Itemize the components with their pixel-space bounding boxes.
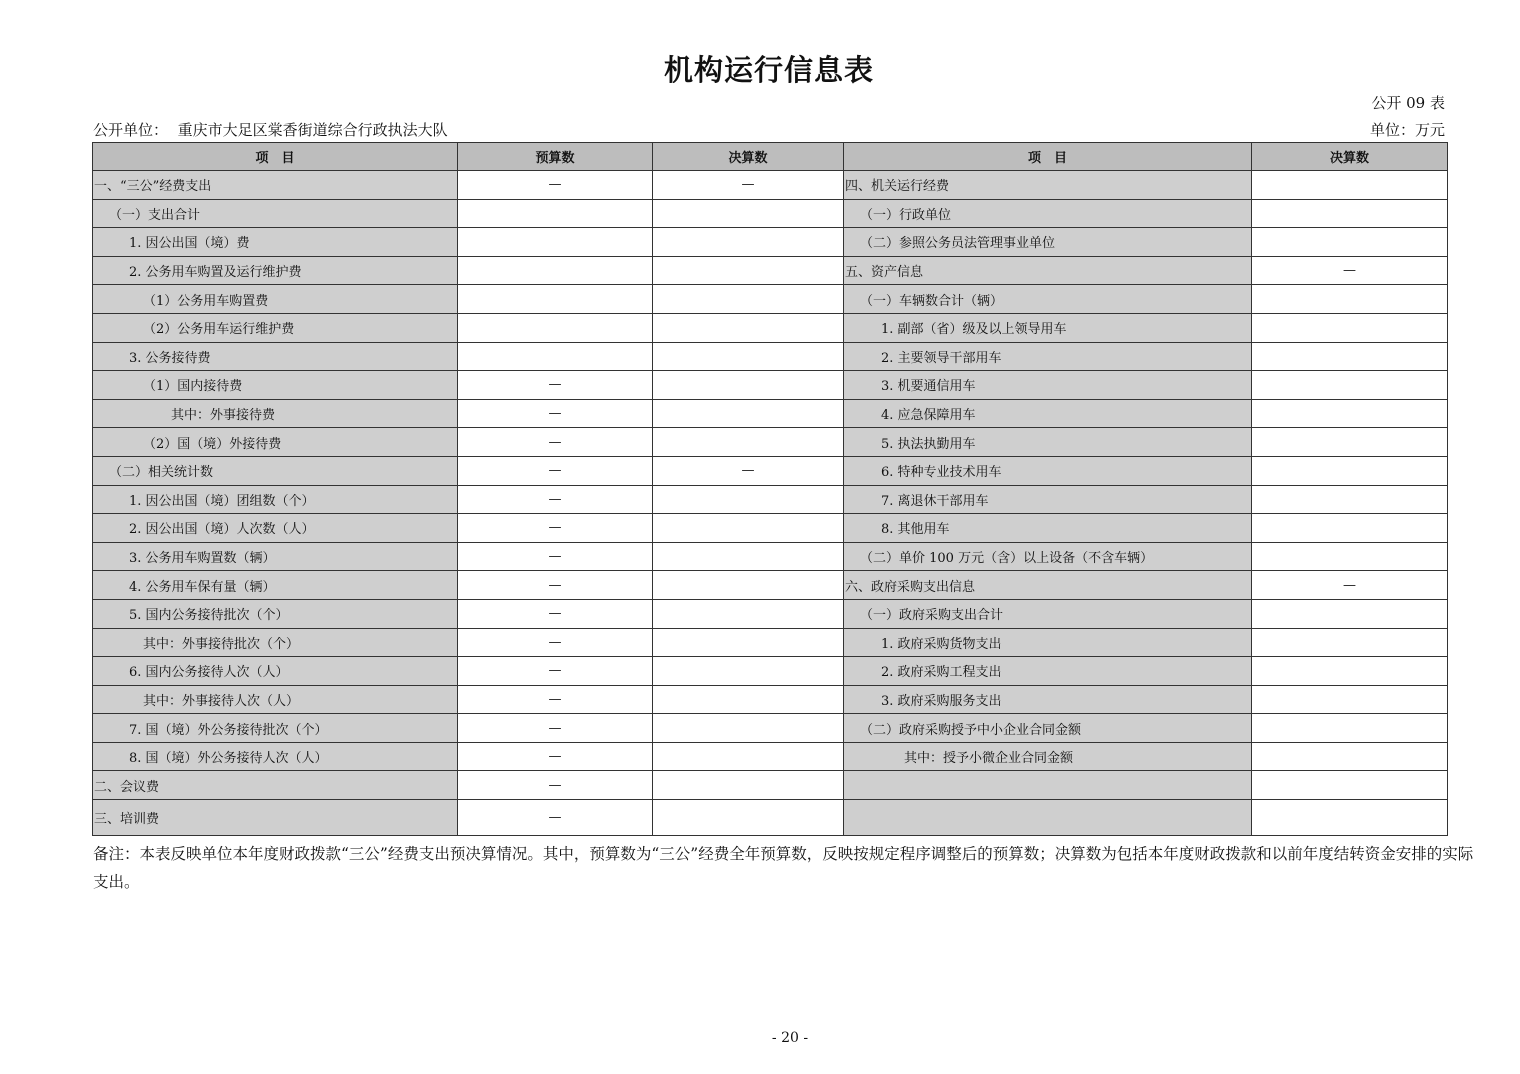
table-row — [93, 628, 1448, 657]
row-actual-right-value — [1252, 771, 1448, 800]
table-row — [93, 456, 1448, 485]
table-row — [93, 685, 1448, 714]
publishing-unit — [93, 119, 448, 140]
table-row — [93, 171, 1448, 200]
row-item-right: （一）车辆数合计（辆） — [844, 285, 1252, 314]
row-budget-value — [458, 199, 653, 228]
row-item-left: 4. 公务用车保有量（辆） — [93, 571, 458, 600]
table-row — [93, 771, 1448, 800]
row-item-right: 五、资产信息 — [844, 256, 1252, 285]
row-actual-right-value — [1252, 371, 1448, 400]
row-actual-right-value — [1252, 628, 1448, 657]
row-item-right: 5. 执法执勤用车 — [844, 428, 1252, 457]
row-item-right: （一）政府采购支出合计 — [844, 599, 1252, 628]
table-note: 备注：本表反映单位本年度财政拨款“三公”经费支出预决算情况。其中，预算数为“三公”经费全年预算数，反映按规定程序调整后的预算数；决算数为包括本年度财政拨款和以前年度结转资金安排的实际支出。 — [93, 845, 1474, 891]
row-item-left: 5. 国内公务接待批次（个） — [93, 599, 458, 628]
row-item-left: 3. 公务接待费 — [93, 342, 458, 371]
row-actual-right-value — [1252, 456, 1448, 485]
row-item-right: 4. 应急保障用车 — [844, 399, 1252, 428]
row-actual-right-value: — — [1252, 256, 1448, 285]
table-row — [93, 714, 1448, 743]
row-actual-value: — — [653, 171, 844, 200]
row-item-left: 其中：外事接待批次（个） — [93, 628, 458, 657]
row-budget-value — [458, 313, 653, 342]
row-actual-right-value — [1252, 599, 1448, 628]
row-actual-right-value — [1252, 742, 1448, 771]
table-row — [93, 199, 1448, 228]
header-budget: 预算数 — [458, 143, 653, 171]
row-actual-right-value: — — [1252, 571, 1448, 600]
row-item-left: 一、“三公”经费支出 — [93, 171, 458, 200]
row-item-right: 四、机关运行经费 — [844, 171, 1252, 200]
row-actual-right-value — [1252, 199, 1448, 228]
row-actual-value — [653, 628, 844, 657]
row-item-right: （一）行政单位 — [844, 199, 1252, 228]
row-item-left: 6. 国内公务接待人次（人） — [93, 657, 458, 686]
row-item-right: 1. 副部（省）级及以上领导用车 — [844, 313, 1252, 342]
publishing-unit-name: 重庆市大足区棠香街道综合行政执法大队 — [177, 121, 448, 139]
row-budget-value — [458, 228, 653, 257]
row-item-right — [844, 800, 1252, 836]
row-actual-value — [653, 742, 844, 771]
row-actual-value — [653, 771, 844, 800]
row-actual-value — [653, 800, 844, 836]
row-actual-right-value — [1252, 313, 1448, 342]
row-item-right — [844, 771, 1252, 800]
row-actual-value — [653, 514, 844, 543]
row-item-right: （二）单价 100 万元（含）以上设备（不含车辆） — [844, 542, 1252, 571]
page-title: 机构运行信息表 — [663, 53, 874, 87]
row-budget-value: — — [458, 514, 653, 543]
table-row — [93, 542, 1448, 571]
row-budget-value: — — [458, 714, 653, 743]
row-item-left: （1）公务用车购置费 — [93, 285, 458, 314]
table-row — [93, 800, 1448, 836]
row-item-left: 3. 公务用车购置数（辆） — [93, 542, 458, 571]
row-budget-value: — — [458, 399, 653, 428]
publishing-unit-label: 公开单位： — [93, 121, 169, 139]
row-item-left: （二）相关统计数 — [93, 456, 458, 485]
header-item: 项 目 — [93, 143, 458, 171]
row-item-right: 2. 政府采购工程支出 — [844, 657, 1252, 686]
row-budget-value — [458, 256, 653, 285]
row-actual-right-value — [1252, 514, 1448, 543]
operation-info-table — [92, 142, 1448, 836]
row-budget-value: — — [458, 485, 653, 514]
row-item-right: 其中：授予小微企业合同金额 — [844, 742, 1252, 771]
row-item-left: 其中：外事接待人次（人） — [93, 685, 458, 714]
table-row — [93, 256, 1448, 285]
row-budget-value: — — [458, 371, 653, 400]
row-actual-value — [653, 714, 844, 743]
row-actual-right-value — [1252, 399, 1448, 428]
table-row — [93, 599, 1448, 628]
table-row — [93, 342, 1448, 371]
row-item-left: 1. 因公出国（境）费 — [93, 228, 458, 257]
row-actual-right-value — [1252, 342, 1448, 371]
table-row — [93, 285, 1448, 314]
row-item-left: 1. 因公出国（境）团组数（个） — [93, 485, 458, 514]
row-budget-value: — — [458, 542, 653, 571]
row-item-right: 6. 特种专业技术用车 — [844, 456, 1252, 485]
row-budget-value: — — [458, 742, 653, 771]
row-item-left: 2. 因公出国（境）人次数（人） — [93, 514, 458, 543]
row-budget-value: — — [458, 771, 653, 800]
table-row — [93, 371, 1448, 400]
table-row — [93, 485, 1448, 514]
row-item-left: （1）国内接待费 — [93, 371, 458, 400]
table-row — [93, 571, 1448, 600]
row-actual-value — [653, 542, 844, 571]
row-item-left: 二、会议费 — [93, 771, 458, 800]
row-actual-right-value — [1252, 800, 1448, 836]
row-actual-value — [653, 428, 844, 457]
row-item-right: 3. 机要通信用车 — [844, 371, 1252, 400]
row-item-right: 1. 政府采购货物支出 — [844, 628, 1252, 657]
row-item-left: （2）国（境）外接待费 — [93, 428, 458, 457]
row-item-right: 7. 离退休干部用车 — [844, 485, 1252, 514]
row-item-right: 3. 政府采购服务支出 — [844, 685, 1252, 714]
table-row — [93, 514, 1448, 543]
row-item-right: 8. 其他用车 — [844, 514, 1252, 543]
row-actual-right-value — [1252, 685, 1448, 714]
row-budget-value: — — [458, 685, 653, 714]
header-item-right: 项 目 — [844, 143, 1252, 171]
row-item-right: 2. 主要领导干部用车 — [844, 342, 1252, 371]
row-budget-value: — — [458, 800, 653, 836]
row-item-left: 7. 国（境）外公务接待批次（个） — [93, 714, 458, 743]
row-item-left: 三、培训费 — [93, 800, 458, 836]
row-item-left: 8. 国（境）外公务接待人次（人） — [93, 742, 458, 771]
row-item-left: 2. 公务用车购置及运行维护费 — [93, 256, 458, 285]
currency-unit: 单位：万元 — [1369, 121, 1445, 139]
unit-info-row — [93, 119, 1445, 141]
row-budget-value — [458, 285, 653, 314]
row-actual-value — [653, 199, 844, 228]
row-actual-value — [653, 342, 844, 371]
row-actual-right-value — [1252, 542, 1448, 571]
row-budget-value: — — [458, 599, 653, 628]
row-item-left: 其中：外事接待费 — [93, 399, 458, 428]
row-actual-right-value — [1252, 657, 1448, 686]
table-header-row — [93, 143, 1448, 171]
row-budget-value: — — [458, 628, 653, 657]
row-actual-value — [653, 685, 844, 714]
row-actual-value — [653, 228, 844, 257]
row-budget-value: — — [458, 171, 653, 200]
row-item-left: （2）公务用车运行维护费 — [93, 313, 458, 342]
row-actual-value — [653, 599, 844, 628]
row-actual-right-value — [1252, 171, 1448, 200]
table-row — [93, 657, 1448, 686]
row-budget-value — [458, 342, 653, 371]
header-actual: 决算数 — [653, 143, 844, 171]
row-budget-value: — — [458, 571, 653, 600]
table-row — [93, 228, 1448, 257]
row-actual-value: — — [653, 456, 844, 485]
form-number: 公开 09 表 — [1371, 94, 1445, 112]
row-actual-value — [653, 485, 844, 514]
row-actual-value — [653, 657, 844, 686]
row-item-right: （二）参照公务员法管理事业单位 — [844, 228, 1252, 257]
row-actual-right-value — [1252, 285, 1448, 314]
table-row — [93, 399, 1448, 428]
row-actual-value — [653, 571, 844, 600]
row-actual-right-value — [1252, 714, 1448, 743]
row-item-left: （一）支出合计 — [93, 199, 458, 228]
row-actual-value — [653, 399, 844, 428]
table-row — [93, 313, 1448, 342]
header-actual-right: 决算数 — [1252, 143, 1448, 171]
row-budget-value: — — [458, 456, 653, 485]
row-actual-value — [653, 371, 844, 400]
row-budget-value: — — [458, 657, 653, 686]
row-actual-right-value — [1252, 485, 1448, 514]
row-actual-value — [653, 256, 844, 285]
row-actual-value — [653, 313, 844, 342]
table-row — [93, 742, 1448, 771]
table-row — [93, 428, 1448, 457]
page-number: - 20 - — [771, 1030, 809, 1046]
row-actual-right-value — [1252, 428, 1448, 457]
row-budget-value: — — [458, 428, 653, 457]
row-actual-right-value — [1252, 228, 1448, 257]
row-item-right: 六、政府采购支出信息 — [844, 571, 1252, 600]
row-item-right: （二）政府采购授予中小企业合同金额 — [844, 714, 1252, 743]
row-actual-value — [653, 285, 844, 314]
